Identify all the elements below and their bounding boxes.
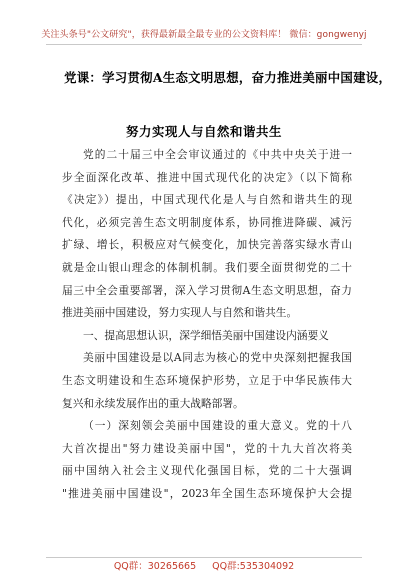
paragraph-line: 党的二十届三中全会审议通过的《中共中央关于进一 (83, 148, 352, 161)
footer (0, 558, 408, 572)
paragraph-line: "推进美丽中国建设"，2023年全国生态环境保护大会提 (62, 486, 352, 500)
header-divider (46, 44, 362, 45)
paragraph-line: 《决定》）提出，中国式现代化是人与自然和谐共生的现 (62, 193, 352, 207)
paragraph-line: 就是金山银山理念的体制机制。我们要全面贯彻党的二十 (62, 260, 352, 274)
paragraph-line: 丽中国纳入社会主义现代化强国目标，党的二十大强调 (62, 464, 352, 478)
paragraph-line: 步全面深化改革、推进中国式现代化的决定》（以下简称 (62, 170, 352, 184)
document-title: 党课：学习贯彻A生态文明思想，奋力推进美丽中国建设， (64, 70, 392, 85)
paragraph-line: 复兴和永续发展作出的重大战略部署。 (62, 396, 244, 410)
document-body (62, 144, 352, 506)
footer-qq-group-1: QQ群：30265665 (113, 561, 197, 572)
section-heading: 一、提高思想认识，深学细悟美丽中国建设内涵要义 (83, 328, 329, 342)
paragraph-line: 扩绿、增长，积极应对气候变化，加快完善落实绿水青山 (62, 238, 352, 252)
header-banner: 关注头条号"公文研究"，获得最新最全最专业的公文资料库！ 微信：gongwenyj (41, 30, 367, 40)
footer-qq-group-2: QQ群:535304092 (212, 561, 295, 572)
paragraph-line: （一）深刻领会美丽中国建设的重大意义。党的十八 (83, 419, 352, 433)
paragraph-line: 代化，必须完善生态文明制度体系，协同推进降碳、减污 (62, 215, 352, 229)
paragraph-line: 生态文明建设和生态环境保护形势，立足于中华民族伟大 (62, 373, 352, 387)
paragraph-line: 美丽中国建设是以A同志为核心的党中央深刻把握我国 (83, 351, 352, 365)
paragraph-line: 届三中全会重要部署，深入学习贯彻A生态文明思想，奋力 (62, 283, 352, 297)
document-subtitle: 努力实现人与自然和谐共生 (126, 124, 282, 139)
paragraph-line: 推进美丽中国建设，努力实现人与自然和谐共生。 (62, 306, 298, 320)
paragraph-line: 大首次提出"努力建设美丽中国"，党的十九大首次将美 (62, 441, 352, 455)
